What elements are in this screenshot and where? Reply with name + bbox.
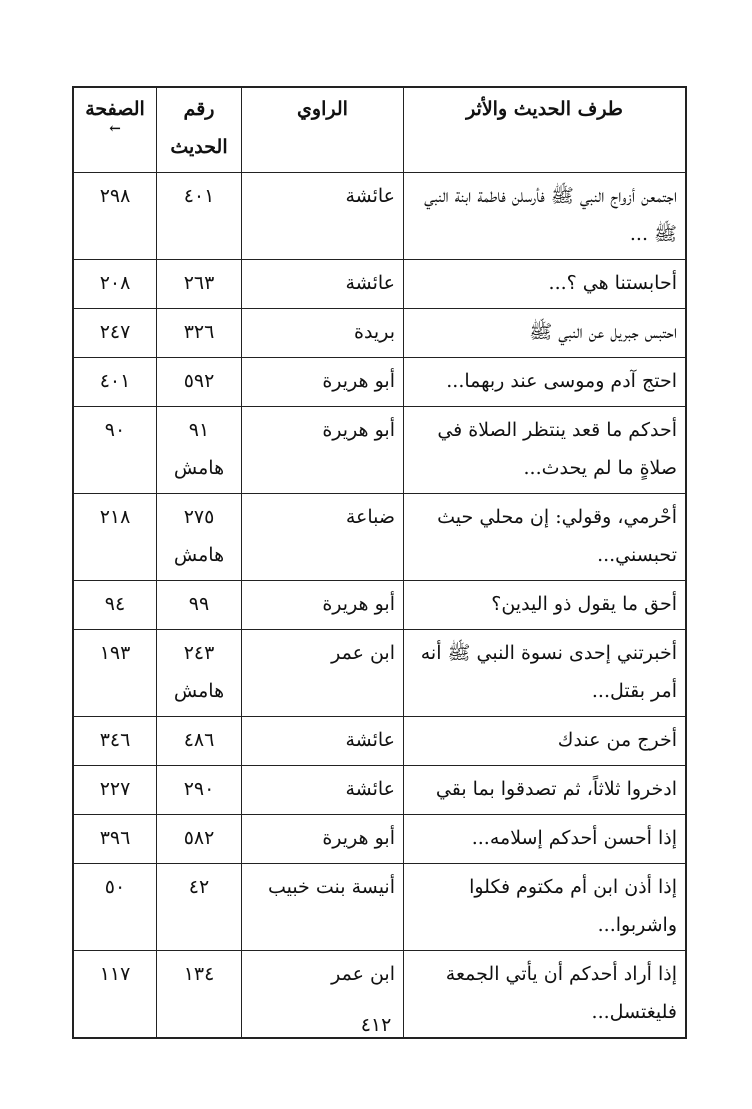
header-page-arrow-icon: ←	[109, 121, 121, 137]
hadith-number: ٢٤٣	[183, 642, 215, 664]
header-page-label: الصفحة	[85, 98, 145, 120]
cell-narrator: بريدة	[242, 309, 404, 358]
cell-narrator: عائشة	[242, 173, 404, 260]
cell-page: ٣٩٦	[73, 815, 157, 864]
cell-number	[157, 358, 242, 407]
cell-hadith: احتج آدم وموسى عند ربهما...	[404, 358, 687, 407]
cell-page: ٥٠	[73, 864, 157, 951]
cell-page: ٢٢٧	[73, 766, 157, 815]
cell-hadith: ادخروا ثلاثاً، ثم تصدقوا بما بقي	[404, 766, 687, 815]
cell-hadith: إذا أراد أحدكم أن يأتي الجمعة فليغتسل...	[404, 951, 687, 1039]
hadith-number: ١٣٤	[183, 963, 215, 985]
cell-page: ٢١٨	[73, 494, 157, 581]
number-note: هامش	[173, 457, 225, 479]
table-row	[73, 630, 686, 717]
cell-number	[157, 581, 242, 630]
cell-page: ٢٤٧	[73, 309, 157, 358]
cell-page: ٩٠	[73, 407, 157, 494]
cell-narrator: عائشة	[242, 766, 404, 815]
hadith-number: ٤٢	[188, 876, 210, 898]
hadith-number: ٩٩	[188, 593, 210, 615]
table-row	[73, 358, 686, 407]
cell-page: ١٩٣	[73, 630, 157, 717]
cell-number	[157, 630, 242, 717]
cell-hadith: أحابستنا هي ؟...	[404, 260, 687, 309]
page-number: ٤١٢	[360, 1014, 392, 1036]
table-row	[73, 815, 686, 864]
cell-number	[157, 260, 242, 309]
hadith-number: ٢٩٠	[183, 778, 215, 800]
cell-number	[157, 815, 242, 864]
hadith-number: ٤٨٦	[183, 729, 215, 751]
table-row	[73, 717, 686, 766]
cell-narrator: أبو هريرة	[242, 358, 404, 407]
cell-narrator: ابن عمر	[242, 630, 404, 717]
cell-hadith: اجتمعن أزواج النبي ﷺ فأرسلن فاطمة ابنة النبي ﷺ ...	[404, 173, 687, 260]
header-hadith: طرف الحديث والأثر	[404, 87, 687, 173]
cell-number	[157, 717, 242, 766]
cell-narrator: ضباعة	[242, 494, 404, 581]
cell-page: ٢٩٨	[73, 173, 157, 260]
cell-narrator: أبو هريرة	[242, 581, 404, 630]
cell-hadith: أخبرتني إحدى نسوة النبي ﷺ أنه أمر بقتل...	[404, 630, 687, 717]
cell-number	[157, 864, 242, 951]
hadith-number: ٩١	[188, 419, 210, 441]
table-row	[73, 260, 686, 309]
cell-number	[157, 309, 242, 358]
cell-number	[157, 173, 242, 260]
table-row	[73, 581, 686, 630]
cell-narrator: عائشة	[242, 717, 404, 766]
header-number: رقم الحديث	[157, 87, 242, 173]
number-note: هامش	[173, 680, 225, 702]
hadith-number: ٥٨٢	[183, 827, 215, 849]
cell-hadith: أحق ما يقول ذو اليدين؟	[404, 581, 687, 630]
cell-hadith: إذا أذن ابن أم مكتوم فكلوا واشربوا...	[404, 864, 687, 951]
cell-narrator: أبو هريرة	[242, 407, 404, 494]
cell-page: ٣٤٦	[73, 717, 157, 766]
cell-page: ٩٤	[73, 581, 157, 630]
hadith-number: ٢٧٥	[183, 506, 215, 528]
table-row	[73, 407, 686, 494]
table-row	[73, 309, 686, 358]
cell-number	[157, 407, 242, 494]
cell-hadith: احتبس جبريل عن النبي ﷺ	[404, 309, 687, 358]
hadith-number: ٢٦٣	[183, 272, 215, 294]
header-page	[73, 87, 157, 173]
hadith-number: ٥٩٢	[183, 370, 215, 392]
cell-number	[157, 494, 242, 581]
cell-page: ٢٠٨	[73, 260, 157, 309]
cell-narrator: عائشة	[242, 260, 404, 309]
table-row	[73, 173, 686, 260]
cell-page: ٤٠١	[73, 358, 157, 407]
cell-hadith: أخرج من عندك	[404, 717, 687, 766]
cell-narrator: ابن عمر	[242, 951, 404, 1039]
hadith-number: ٤٠١	[183, 185, 215, 207]
cell-hadith: إذا أحسن أحدكم إسلامه...	[404, 815, 687, 864]
hadith-number: ٣٢٦	[183, 321, 215, 343]
table-header-row	[73, 87, 686, 173]
table-row	[73, 494, 686, 581]
cell-narrator: أبو هريرة	[242, 815, 404, 864]
cell-page: ١١٧	[73, 951, 157, 1039]
cell-hadith: أحْرمي، وقولي: إن محلي حيث تحبسني...	[404, 494, 687, 581]
hadith-index-table	[72, 86, 687, 1039]
number-note: هامش	[173, 544, 225, 566]
cell-hadith: أحدكم ما قعد ينتظر الصلاة في صلاةٍ ما لم يحدث...	[404, 407, 687, 494]
table-row	[73, 766, 686, 815]
header-narrator: الراوي	[242, 87, 404, 173]
cell-narrator: أنيسة بنت خبيب	[242, 864, 404, 951]
table-row	[73, 864, 686, 951]
cell-number	[157, 766, 242, 815]
